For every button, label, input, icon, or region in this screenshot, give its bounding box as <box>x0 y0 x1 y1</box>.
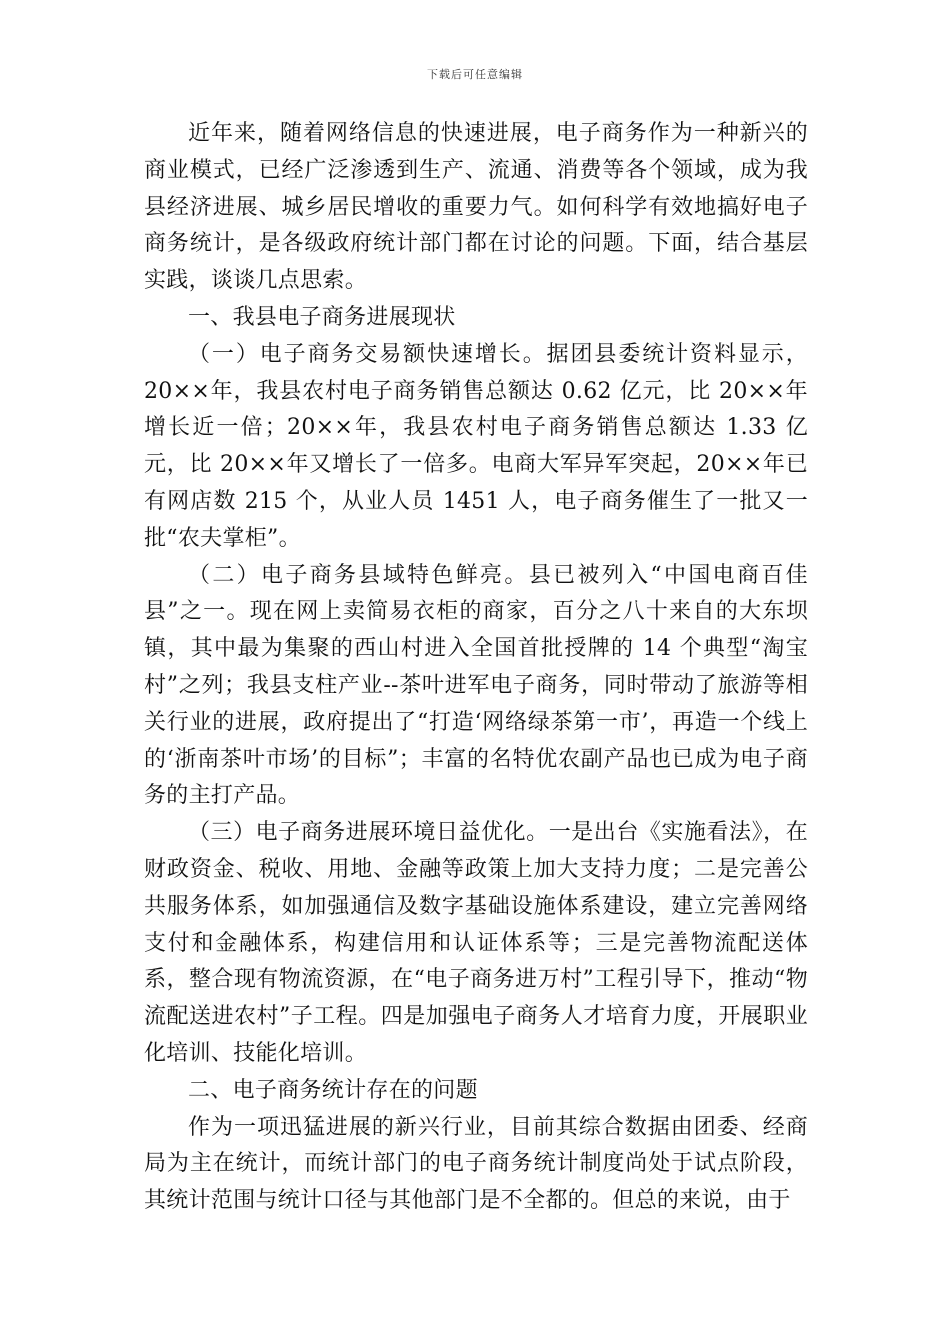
section-1-paragraph-3: （三）电子商务进展环境日益优化。一是出台《实施看法》，在财政资金、税收、用地、金融等政策上加大支持力度；二是完善公共服务体系，如加强通信及数字基础设施体系建设，建立完善网络支付和金融体系，构建信用和认证体系等；三是完善物流配送体系，整合现有物流资源，在“电子商务进万村”工程引导下，推动“物流配送进农村”子工程。四是加强电子商务人才培育力度，开展职业化培训、技能化培训。 <box>144 820 808 1066</box>
document-body <box>144 116 808 1220</box>
section-1-paragraph-1: （一）电子商务交易额快速增长。据团县委统计资料显示，20××年，我县农村电子商务销售总额达 0.62 亿元，比 20××年增长近一倍；20××年，我县农村电子商务销售总额达 1.33 亿元，比 20××年又增长了一倍多。电商大军异军突起，20××年已有网店数 215 个，从业人员 1451 人，电子商务催生了一批又一批“农夫掌柜”。 <box>144 341 808 551</box>
section-2-heading: 二、电子商务统计存在的问题 <box>188 1077 478 1103</box>
intro-paragraph: 近年来，随着网络信息的快速进展，电子商务作为一种新兴的商业模式，已经广泛渗透到生产、流通、消费等各个领域，成为我县经济进展、城乡居民增收的重要力气。如何科学有效地搞好电子商务统计，是各级政府统计部门都在讨论的问题。下面，结合基层实践，谈谈几点思索。 <box>144 121 808 294</box>
header-note: 下载后可任意编辑 <box>427 68 523 81</box>
section-1-paragraph-2: （二）电子商务县域特色鲜亮。县已被列入“中国电商百佳县”之一。现在网上卖简易衣柜的商家，百分之八十来自的大东坝镇，其中最为集聚的西山村进入全国首批授牌的 14 个典型“淘宝村”之列；我县支柱产业--茶叶进军电子商务，同时带动了旅游等相关行业的进展，政府提出了“打造‘网络绿茶第一市’，再造一个线上的‘浙南茶叶市场’的目标”；丰富的名特优农副产品也已成为电子商务的主打产品。 <box>144 562 808 809</box>
section-1-heading: 一、我县电子商务进展现状 <box>188 304 456 330</box>
section-2-paragraph-1: 作为一项迅猛进展的新兴行业，目前其综合数据由团委、经商局为主在统计，而统计部门的电子商务统计制度尚处于试点阶段，其统计范围与统计口径与其他部门是不全都的。但总的来说，由于 <box>144 1114 808 1214</box>
